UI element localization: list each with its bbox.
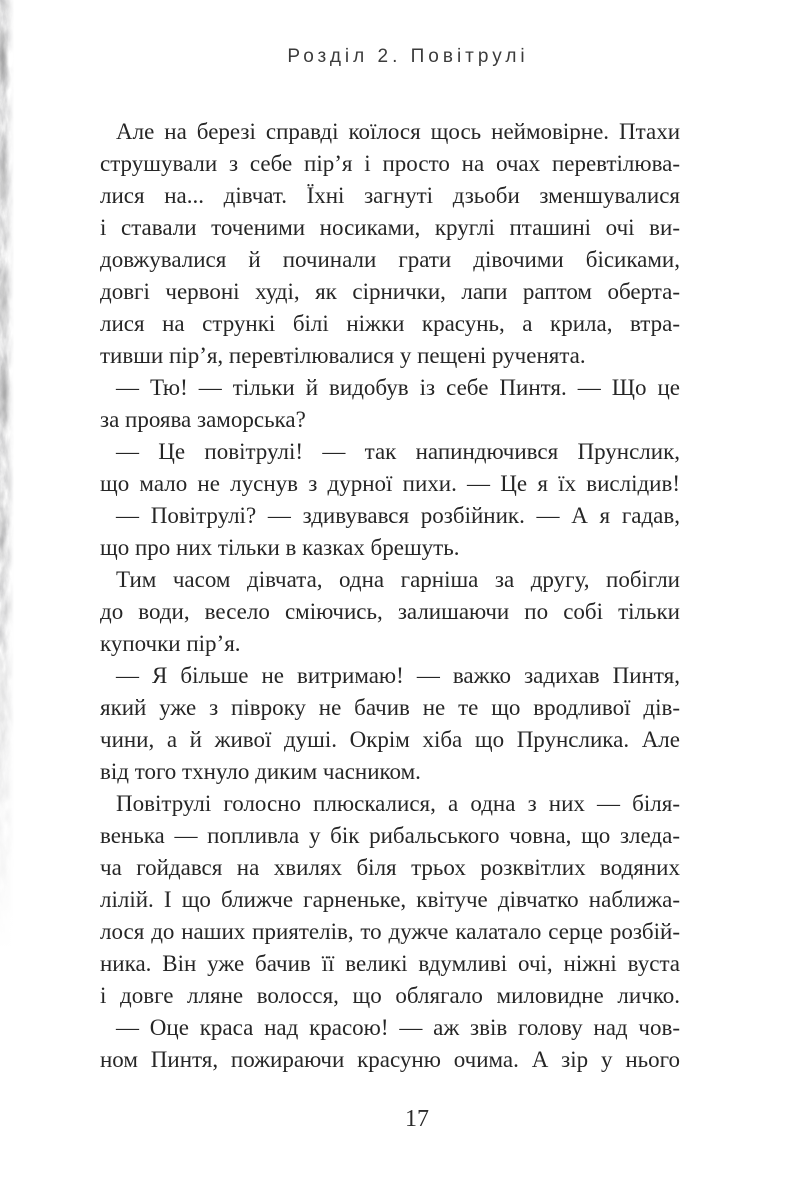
text-line: який уже з півроку не бачив не те що вродливої дів- — [100, 695, 680, 720]
paragraph — [100, 116, 680, 372]
text-line: за проява заморська? — [100, 407, 306, 432]
text-line: і довге лляне волосся, що облягало миловидне личко. — [100, 983, 680, 1008]
paragraph — [100, 500, 680, 564]
text-line: лося до наших приятелів, то дужче калатало серце розбій- — [100, 919, 680, 944]
text-line: струшували з себе пір’я і просто на очах перевтілюва- — [100, 151, 680, 176]
paragraph — [100, 660, 680, 788]
paragraph — [100, 564, 680, 660]
text-line: лися на... дівчат. Їхні загнуті дзьоби зменшувалися — [100, 183, 680, 208]
text-line: — Оце краса над красою! — аж звів голову над чов- — [116, 1015, 680, 1040]
text-line: що про них тільки в казках брешуть. — [100, 535, 460, 560]
scanned-page-edge-texture — [0, 0, 15, 980]
text-line: — Повітрулі? — здивувався розбійник. — А я гадав, — [116, 503, 680, 528]
body-text — [100, 116, 680, 1076]
text-line: — Це повітрулі! — так напиндючився Прунслик, — [116, 439, 680, 464]
text-line: — Тю! — тільки й видобув із себе Пинтя. — Що це — [116, 375, 680, 400]
text-line: ном Пинтя, пожираючи красуню очима. А зір у нього — [100, 1047, 680, 1072]
paragraph — [100, 372, 680, 436]
text-line: Повітрулі голосно плюскалися, а одна з них — біля- — [116, 791, 680, 816]
text-line: і ставали точеними носиками, круглі пташині очі ви- — [100, 215, 680, 240]
text-line: тивши пір’я, перевтілювалися у пещені рученята. — [100, 343, 586, 368]
text-line: венька — попливла у бік рибальського човна, що зледа- — [100, 823, 680, 848]
text-line: лілій. І що ближче гарненьке, квітуче дівчатко наближа- — [100, 887, 680, 912]
text-line: довжувалися й починали грати дівочими бісиками, — [100, 247, 680, 272]
text-line: лися на стрункі білі ніжки красунь, а крила, втра- — [100, 311, 680, 336]
text-line: ча гойдався на хвилях біля трьох розквітлих водяних — [100, 855, 680, 880]
paragraph — [100, 436, 680, 500]
text-line: довгі червоні худі, як сірнички, лапи раптом оберта- — [100, 279, 680, 304]
text-line: від того тхнуло диким часником. — [100, 759, 421, 784]
text-line: — Я більше не витримаю! — важко задихав Пинтя, — [116, 663, 680, 688]
text-line: що мало не луснув з дурної пихи. — Це я їх вислідив! — [100, 471, 680, 496]
text-line: Тим часом дівчата, одна гарніша за другу, побігли — [116, 567, 680, 592]
page-number: 17 — [405, 1106, 429, 1132]
text-line: до води, весело сміючись, залишаючи по собі тільки — [100, 599, 680, 624]
paragraph — [100, 1012, 680, 1076]
chapter-heading: Розділ 2. Повітрулі — [287, 46, 529, 67]
text-line: купочки пір’я. — [100, 631, 241, 656]
paragraph — [100, 788, 680, 1012]
text-line: Але на березі справді коїлося щось неймовірне. Птахи — [116, 119, 680, 144]
text-line: ника. Він уже бачив її великі вдумливі очі, ніжні вуста — [100, 951, 680, 976]
text-line: чини, а й живої душі. Окрім хіба що Прунслика. Але — [100, 727, 680, 752]
